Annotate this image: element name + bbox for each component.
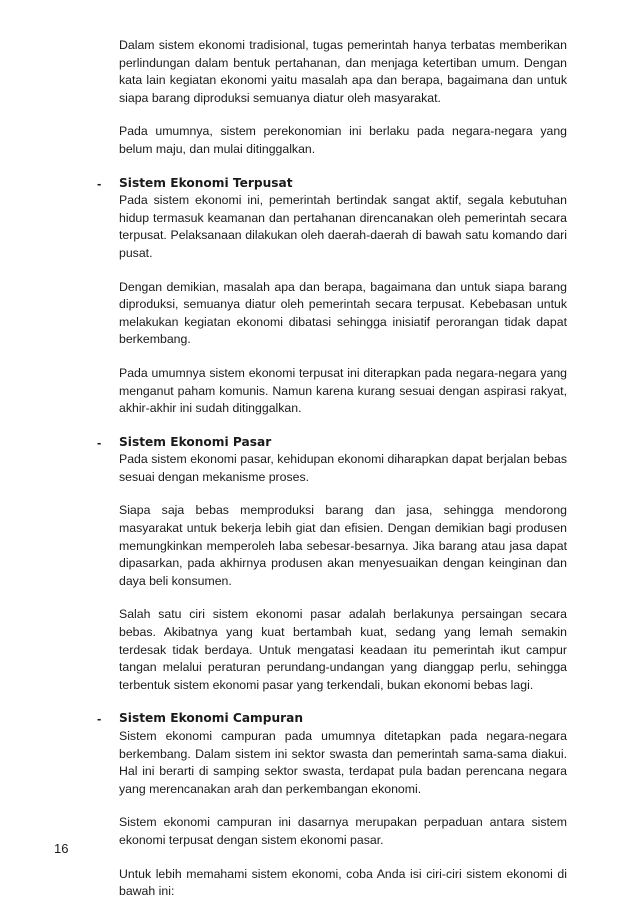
section-pasar xyxy=(93,434,567,695)
campuran-paragraph-2: Sistem ekonomi campuran ini dasarnya merupakan perpaduan antara sistem ekonomi terpusat dengan sistem ekonomi pasar. xyxy=(119,815,567,847)
section-campuran xyxy=(93,710,567,900)
bullet-dash: - xyxy=(97,711,102,727)
pasar-paragraph-3: Salah satu ciri sistem ekonomi pasar adalah berlakunya persaingan secara bebas. Akibatnya yang kuat bertambah kuat, sedang yang lemah semakin terdesak tidak berdaya. Untuk mengatasi keadaan itu pemerintah ikut campur tangan melalui peraturan perundang-undangan yang dianggap perlu, sehingga terbentuk sistem ekonomi pasar yang terkendali, bukan ekonomi bebas lagi. xyxy=(119,607,567,692)
page-number: 16 xyxy=(54,841,69,856)
section-title-campuran: Sistem Ekonomi Campuran xyxy=(119,711,304,726)
section-title-terpusat: Sistem Ekonomi Terpusat xyxy=(119,175,293,190)
campuran-paragraph-1: Sistem ekonomi campuran pada umumnya ditetapkan pada negara-negara berkembang. Dalam sistem ini sektor swasta dan pemerintah sama-sama diakui. Hal ini berarti di samping sektor swasta, terdapat pula badan perencana negara yang merencanakan arah dan perkembangan ekonomi. xyxy=(119,729,567,796)
section-terpusat xyxy=(93,175,567,418)
pasar-paragraph-2: Siapa saja bebas memproduksi barang dan jasa, sehingga mendorong masyarakat untuk bekerja lebih giat dan efisien. Dengan demikian bagi produsen memungkinkan memperoleh laba sebesar-besarnya. Jika barang atau jasa dapat dipasarkan, pada akhirnya produsen akan menyesuaikan dengan keinginan dan daya beli konsumen. xyxy=(119,503,567,588)
campuran-paragraph-3: Untuk lebih memahami sistem ekonomi, coba Anda isi ciri-ciri sistem ekonomi di bawah ini: xyxy=(119,866,567,899)
bullet-dash: - xyxy=(97,434,102,450)
terpusat-paragraph-1: Pada sistem ekonomi ini, pemerintah bertindak sangat aktif, segala kebutuhan hidup termasuk keamanan dan pertahanan direncanakan oleh pemerintah secara terpusat. Pelaksanaan dilakukan oleh daerah-daerah di bawah satu komando dari pusat. xyxy=(119,193,567,260)
page-content xyxy=(93,37,567,917)
pasar-paragraph-1: Pada sistem ekonomi pasar, kehidupan ekonomi diharapkan dapat berjalan bebas sesuai dengan mekanisme proses. xyxy=(119,452,567,484)
bullet-dash: - xyxy=(97,175,102,191)
section-title-pasar: Sistem Ekonomi Pasar xyxy=(119,434,272,449)
intro-paragraph-1: Dalam sistem ekonomi tradisional, tugas pemerintah hanya terbatas memberikan perlindungan dalam bentuk pertahanan, dan menjaga ketertiban umum. Dengan kata lain kegiatan ekonomi yaitu masalah apa dan berapa, bagaimana dan untuk siapa barang diproduksi semuanya diatur oleh masyarakat. xyxy=(119,38,567,105)
intro-paragraph-2: Pada umumnya, sistem perekonomian ini berlaku pada negara-negara yang belum maju, dan mulai ditinggalkan. xyxy=(119,124,567,156)
terpusat-paragraph-3: Pada umumnya sistem ekonomi terpusat ini diterapkan pada negara-negara yang menganut paham komunis. Namun karena kurang sesuai dengan aspirasi rakyat, akhir-akhir ini sudah ditinggalkan. xyxy=(119,365,567,416)
terpusat-paragraph-2: Dengan demikian, masalah apa dan berapa, bagaimana dan untuk siapa barang diproduksi, semuanya diatur oleh pemerintah secara terpusat. Kebebasan untuk melakukan kegiatan ekonomi dibatasi sehingga inisiatif perorangan tidak dapat berkembang. xyxy=(119,279,567,347)
